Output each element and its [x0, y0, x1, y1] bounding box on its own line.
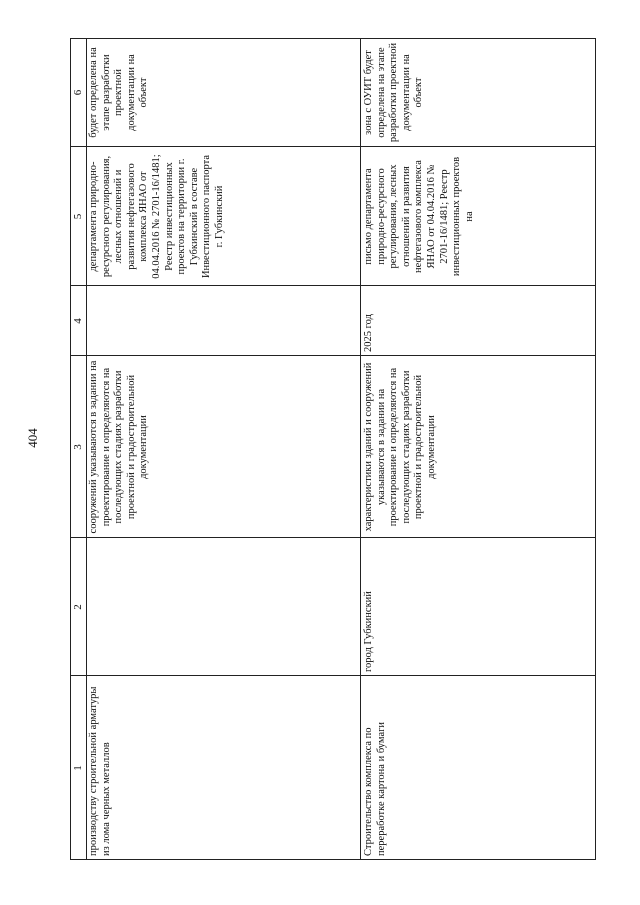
column-header: 3: [72, 444, 84, 450]
table-cell: будет определена на этапе разработки проектной документации на объект: [88, 47, 150, 138]
column-header: 5: [72, 213, 84, 220]
header-divider: [86, 38, 87, 860]
table-cell: сооружений указываются в задании на проектирование и определяются на последующих стадиях разработки проектной и градостроительной документации: [88, 360, 150, 534]
table-cell: город Губкинский: [363, 591, 374, 672]
column-divider: [70, 355, 596, 356]
table-cell: Строительство комплекса по переработке картона и бумаги: [363, 721, 387, 856]
table-cell: письмо департамента природно-ресурсного регулирования, лесных отношений и развития нефтегазового комплекса ЯНАО от 04.04.2016 № 2701-16/1481; Реестр инвестиционных проектов на: [363, 156, 475, 277]
column-header: 4: [72, 318, 84, 324]
column-divider: [70, 537, 596, 538]
row-divider: [360, 38, 361, 860]
table-cell: департамента природно-ресурсного регулирования, лесных отношений и развития нефтегазового комплекса ЯНАО от 04.04.2016 № 2701-16/1481; Реестр инвестиционных проектов на территории г. Губкинский в составе Инвестиционного паспорта г. Губкинский: [88, 154, 225, 279]
table-cell: [88, 542, 356, 672]
column-divider: [70, 675, 596, 676]
column-divider: [70, 146, 596, 147]
column-header: 1: [72, 765, 84, 771]
column-header: 6: [72, 89, 84, 96]
page-number: 404: [25, 428, 40, 448]
column-divider: [70, 285, 596, 286]
data-table: [70, 38, 596, 860]
table-cell: зона с ОУИТ будет определена на этапе разработки проектной документации на объект: [363, 42, 425, 143]
table-cell: характеристики зданий и сооружений указываются в задании на проектирование и определяются на последующих стадиях разработки проектной и градостроительной документации: [363, 362, 437, 532]
table-cell: [88, 290, 356, 352]
table-cell: производству строительной арматуры из лома черных металлов: [88, 686, 112, 856]
table-cell: 2025 год: [363, 314, 374, 352]
column-header: 2: [72, 604, 84, 610]
